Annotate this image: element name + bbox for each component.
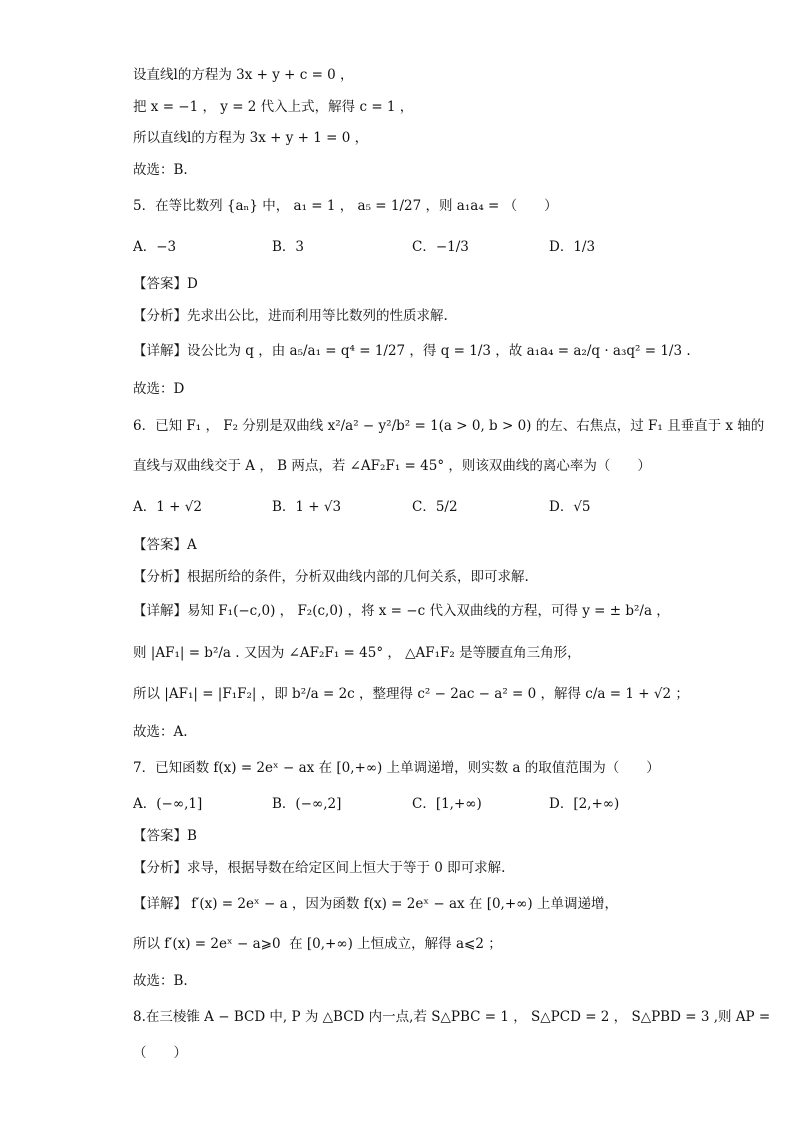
- option-a: A．−3: [133, 239, 177, 255]
- option-d: D．[2,+∞): [549, 796, 620, 812]
- option-b: B．1 + √3: [272, 499, 342, 515]
- detail-line: 所以 |AF₁| = |F₁F₂| ，即 b²/a = 2c ，整理得 c² − 2ac − a² = 0 ，解得 c/a = 1 + √2 ；: [133, 686, 689, 702]
- answer-line: 【答案】B: [133, 828, 197, 844]
- option-d: D．√5: [549, 499, 591, 515]
- detail-line: 所以 f′(x) = 2eˣ − a⩾0 在 [0,+∞) 上恒成立，解得 a⩽2 ；: [133, 936, 502, 952]
- option-d: D．1/3: [549, 239, 596, 255]
- text-line: 故选：B.: [133, 162, 188, 178]
- question-7: 7．已知函数 f(x) = 2eˣ − ax 在 [0,+∞) 上单调递增，则实数 a 的取值范围为（ ）: [133, 760, 660, 776]
- question-8-cont: （ ）: [133, 1045, 187, 1061]
- text-line: 故选：A.: [133, 724, 188, 740]
- analysis-line: 【分析】求导，根据导数在给定区间上恒大于等于 0 即可求解.: [133, 860, 506, 876]
- question-6: 6．已知 F₁ ， F₂ 分别是双曲线 x²/a² − y²/b² = 1(a > 0, b > 0) 的左、右焦点，过 F₁ 且垂直于 x 轴的: [133, 418, 765, 434]
- analysis-line: 【分析】根据所给的条件，分析双曲线内部的几何关系，即可求解.: [133, 569, 529, 585]
- option-a: A．(−∞,1]: [133, 796, 203, 812]
- text-line: 把 x = −1 ， y = 2 代入上式，解得 c = 1 ，: [133, 99, 414, 115]
- option-b: B．3: [272, 239, 305, 255]
- option-b: B．(−∞,2]: [272, 796, 342, 812]
- question-5: 5．在等比数列 {aₙ} 中， a₁ = 1 ， a₅ = 1/27 ，则 a₁a₄ = （ ）: [133, 198, 558, 214]
- question-6-cont: 直线与双曲线交于 A ， B 两点，若 ∠AF₂F₁ = 45° ，则该双曲线的离心率为（ ）: [133, 458, 651, 474]
- detail-line: 【详解】 f′(x) = 2eˣ − a ，因为函数 f(x) = 2eˣ − ax 在 [0,+∞) 上单调递增，: [133, 896, 618, 912]
- option-a: A．1 + √2: [133, 499, 202, 515]
- text-line: 故选：B.: [133, 973, 188, 989]
- option-c: C．5/2: [412, 499, 458, 515]
- detail-line: 则 |AF₁| = b²/a . 又因为 ∠AF₂F₁ = 45° ， △AF₁F₂ 是等腰直角三角形，: [133, 645, 581, 661]
- answer-line: 【答案】D: [133, 276, 198, 292]
- text-line: 所以直线l的方程为 3x + y + 1 = 0 ，: [133, 130, 369, 146]
- detail-line: 【详解】设公比为 q ，由 a₅/a₁ = q⁴ = 1/27 ，得 q = 1/3 ，故 a₁a₄ = a₂/q · a₃q² = 1/3 .: [133, 343, 691, 359]
- option-c: C．−1/3: [412, 239, 469, 255]
- answer-line: 【答案】A: [133, 537, 197, 553]
- analysis-line: 【分析】先求出公比，进而利用等比数列的性质求解.: [133, 308, 448, 324]
- option-c: C．[1,+∞): [412, 796, 482, 812]
- question-8: 8.在三棱锥 A − BCD 中, P 为 △BCD 内一点,若 S△PBC = 1 ， S△PCD = 2 ， S△PBD = 3 ,则 AP =: [133, 1009, 771, 1025]
- text-line: 设直线l的方程为 3x + y + c = 0 ，: [133, 67, 354, 83]
- detail-line: 【详解】易知 F₁(−c,0) ， F₂(c,0) ，将 x = −c 代入双曲线的方程，可得 y = ± b²/a ，: [133, 603, 670, 619]
- text-line: 故选：D: [133, 381, 185, 397]
